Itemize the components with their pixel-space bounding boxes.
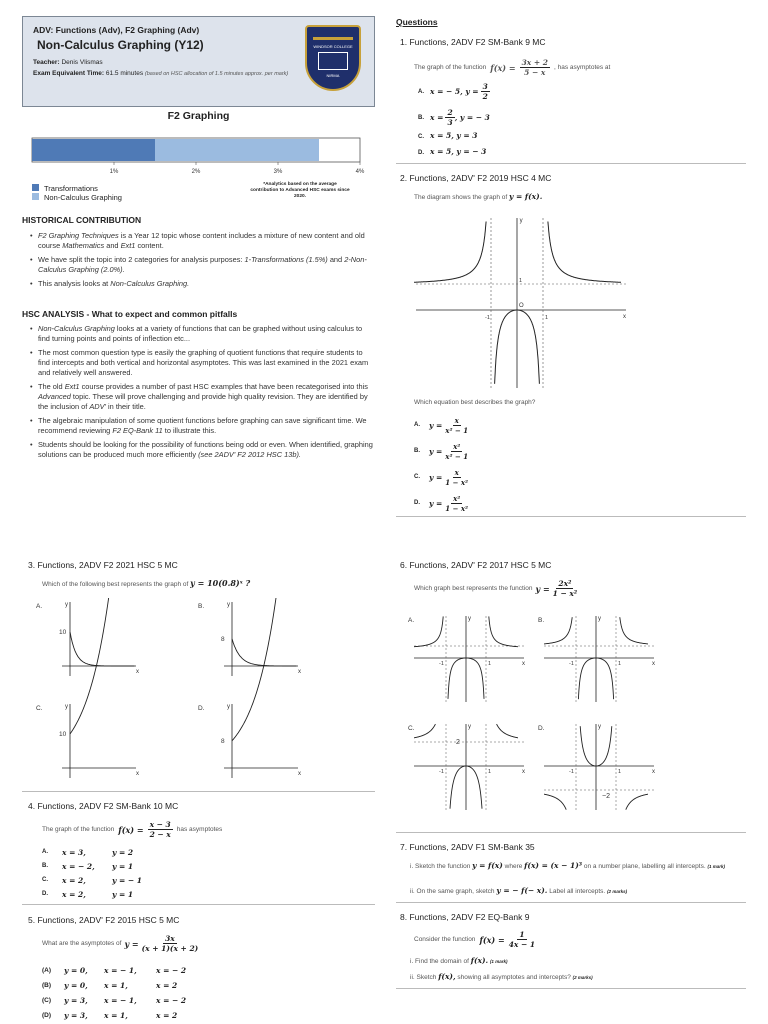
q8-part-ii: ii. Sketch f(x), showing all asymptotes and intercepts? (2 marks) xyxy=(410,972,593,981)
option-v1: y = 3, xyxy=(64,996,88,1005)
option-v3: x = 2 xyxy=(156,1011,178,1020)
axis-label-y: y xyxy=(227,602,230,608)
q1-title: 1. Functions, 2ADV F2 SM-Bank 9 MC xyxy=(400,37,546,47)
option-y: y = 2 xyxy=(112,847,134,857)
q7-part-i: i. Sketch the function y = f(x) where f(x) = (x − 1)³ on a number plane, labelling all intercepts. (1 mark) xyxy=(410,861,725,870)
worksheet-title: Non-Calculus Graphing (Y12) xyxy=(37,38,204,52)
q4-option-d[interactable] xyxy=(42,887,142,901)
option-v2: x = 1, xyxy=(104,1011,128,1020)
panel-label: C. xyxy=(36,705,43,712)
option-key: A. xyxy=(414,422,420,428)
option-fraction: $\frac{x}{\text{x² − 1}}$ xyxy=(445,415,469,435)
divider xyxy=(396,902,746,903)
tick-label: -1 xyxy=(569,769,574,775)
chart-svg xyxy=(22,122,375,217)
axis-label-x: x xyxy=(623,314,626,320)
list-item: • This analysis looks at Non-Calculus Graphing. xyxy=(28,279,373,289)
chart-note: *Analytics based on the average contribution to Advanced HSC exams since 2020. xyxy=(250,182,350,199)
option-lhs: y = xyxy=(429,472,443,482)
option-key: B. xyxy=(42,863,48,869)
chart-title: F2 Graphing xyxy=(167,110,230,122)
analysis-heading: HSC ANALYSIS - What to expect and common pitfalls xyxy=(22,309,238,319)
divider xyxy=(396,516,746,517)
curve-0 xyxy=(414,616,443,646)
q2-option-c[interactable] xyxy=(414,464,614,490)
axis-label-y: y xyxy=(519,218,523,224)
panel-label: D. xyxy=(198,705,205,712)
tick-label: -1 xyxy=(439,769,444,775)
tick-label: 1 xyxy=(545,315,549,321)
historical-heading: HISTORICAL CONTRIBUTION xyxy=(22,215,142,225)
curve-2 xyxy=(489,616,518,646)
option-v1: y = 0, xyxy=(64,981,88,990)
option-y: y = 1 xyxy=(112,861,134,871)
tick-label: 1 xyxy=(519,278,523,284)
q8-title: 8. Functions, 2ADV F2 EQ-Bank 9 xyxy=(400,912,530,922)
q4-option-b[interactable] xyxy=(42,859,142,873)
intercept-label: 10 xyxy=(59,731,67,738)
contribution-chart xyxy=(22,110,375,222)
q2-title: 2. Functions, 2ADV' F2 2019 HSC 4 MC xyxy=(400,173,552,183)
curve-2 xyxy=(626,794,648,810)
option-key: (B) xyxy=(42,982,52,989)
curve-2 xyxy=(548,222,621,283)
option-v3: x = − 2 xyxy=(156,996,187,1005)
q2-options xyxy=(414,412,614,516)
q1-stem: The graph of the function f(x) = $\frac{3x + 2}{5 - x}$ , has asymptotes at xyxy=(414,58,611,77)
q8-stem: Consider the function f(x) = $\frac{1}{4x - 1}$ xyxy=(414,930,536,949)
curve-0 xyxy=(544,794,566,810)
option-key: (A) xyxy=(42,967,52,974)
list-item: • The old Ext1 course provides a number of past HSC examples that have been recategorised into this Advanced topic. These will prove challenging and provide high quality revision. They are identified by the inclusion of ADV' in their title. xyxy=(28,382,375,412)
q4-options xyxy=(42,845,142,901)
curve-2 xyxy=(497,724,518,738)
option-x: x = 2, xyxy=(62,875,86,885)
option-lhs: y = xyxy=(429,498,443,508)
axis-label-x: x xyxy=(136,771,139,777)
q6-title: 6. Functions, 2ADV' F2 2017 HSC 5 MC xyxy=(400,560,552,570)
list-item: • F2 Graphing Techniques is a Year 12 topic whose content includes a mixture of new content and old course Mathematics and Ext1 content. xyxy=(28,231,373,251)
panel-label: A. xyxy=(36,603,43,610)
option-fraction: $\frac{x}{\text{1 − x²}}$ xyxy=(445,467,469,487)
divider xyxy=(396,163,746,164)
option-x: x = − 2, xyxy=(62,861,95,871)
curve xyxy=(232,639,296,666)
college-crest-logo: WINDSOR COLLEGE NIRMA xyxy=(305,25,361,91)
tick-label: -1 xyxy=(569,661,574,667)
option-y: y = − 1 xyxy=(112,875,142,885)
axis-label-x: x xyxy=(136,669,139,675)
axis-label-x: x xyxy=(652,769,655,775)
topic-line: ADV: Functions (Adv), F2 Graphing (Adv) xyxy=(33,25,200,35)
option-v2: x = − 1, xyxy=(104,996,137,1005)
q3-panel-d xyxy=(198,598,301,778)
option-key: (D) xyxy=(42,1012,52,1019)
tick-label: 3% xyxy=(273,169,283,175)
tick-label: 4% xyxy=(355,169,365,175)
intercept-label: 10 xyxy=(59,629,67,636)
tick-label: 1 xyxy=(618,769,622,775)
legend-transformations: Transformations xyxy=(32,184,122,193)
q1-option-b[interactable]: B. x = $\frac{2}{3}$ , y = − 3 xyxy=(418,108,490,127)
curve-0 xyxy=(414,222,486,283)
option-v1: y = 3, xyxy=(64,1011,88,1020)
panel-label: C. xyxy=(408,725,415,732)
option-v1: y = 0, xyxy=(64,966,88,975)
q3-panel-b xyxy=(198,602,301,676)
axis-label-x: x xyxy=(522,769,525,775)
axis-label-x: x xyxy=(652,661,655,667)
q6-panel-d xyxy=(538,724,655,810)
axis-label-y: y xyxy=(65,704,68,710)
value-label: 2 xyxy=(456,739,460,746)
q6-panel-c xyxy=(408,724,525,810)
panel-label: A. xyxy=(408,617,415,624)
option-key: A. xyxy=(42,849,48,855)
intercept-label: 8 xyxy=(221,635,225,643)
option-key: B. xyxy=(414,448,420,454)
option-x: x = 3, xyxy=(62,847,86,857)
q2-stem: The diagram shows the graph of y = f(x). xyxy=(414,192,543,201)
intercept-label: 8 xyxy=(221,737,225,745)
q5-option-a[interactable] xyxy=(42,963,186,978)
option-key: D. xyxy=(414,500,420,506)
tick-label: -1 xyxy=(485,315,490,321)
axis-label-y: y xyxy=(65,602,68,608)
q5-title: 5. Functions, 2ADV' F2 2015 HSC 5 MC xyxy=(28,915,180,925)
tick-label: 1% xyxy=(109,169,119,175)
option-fraction: $\frac{\text{x²}}{\text{x² − 1}}$ xyxy=(445,441,469,461)
q1-option-d[interactable]: D. x = 5, y = − 3 xyxy=(418,147,487,156)
q6-panel-a xyxy=(408,616,525,702)
option-key: C. xyxy=(414,474,420,480)
q3-graphs xyxy=(36,598,356,780)
q3-panel-a xyxy=(36,602,139,676)
option-v2: x = 1, xyxy=(104,981,128,990)
list-item: • We have split the topic into 2 categories for analysis purposes: 1-Transformations (1.5%) and 2-Non-Calculus Graphing (2.0%). xyxy=(28,255,373,275)
axis-label-y: y xyxy=(598,616,601,622)
option-key: C. xyxy=(42,877,48,883)
curve-2 xyxy=(620,617,648,644)
option-v3: x = − 2 xyxy=(156,966,187,975)
list-item: • Non-Calculus Graphing looks at a variety of functions that can be graphed without using calculus to find turning points and points of inflection etc... xyxy=(28,324,375,344)
option-v2: x = − 1, xyxy=(104,966,137,975)
axis-label-y: y xyxy=(468,616,471,622)
origin-label: O xyxy=(519,303,524,309)
curve-0 xyxy=(544,617,572,644)
value-label: −2 xyxy=(602,793,610,800)
panel-label: B. xyxy=(538,617,545,624)
q5-option-d[interactable] xyxy=(42,1008,186,1023)
divider xyxy=(396,988,746,989)
questions-heading: Questions xyxy=(396,17,438,27)
q2-ask: Which equation best describes the graph? xyxy=(414,399,536,406)
q1-option-a[interactable]: A. x = − 5, y = $\frac{3}{2}$ xyxy=(418,82,488,101)
option-y: y = 1 xyxy=(112,889,134,899)
panel-label: D. xyxy=(538,725,545,732)
q6-panel-b xyxy=(538,616,655,702)
axis-label-y: y xyxy=(598,724,601,730)
q8-part-i: i. Find the domain of f(x). (1 mark) xyxy=(410,956,508,965)
bar-1 xyxy=(155,139,319,161)
curve-0 xyxy=(414,724,435,738)
chart-legend xyxy=(32,184,122,202)
axis-label-y: y xyxy=(468,724,471,730)
option-lhs: y = xyxy=(429,446,443,456)
q2-option-d[interactable] xyxy=(414,490,614,516)
q3-panel-c xyxy=(36,598,139,778)
axis-label-y: y xyxy=(227,704,230,710)
divider xyxy=(22,791,375,792)
q2-graph xyxy=(414,212,630,390)
worksheet-header xyxy=(22,16,375,107)
q7-part-ii: ii. On the same graph, sketch y = − f(− x). Label all intercepts. (2 marks) xyxy=(410,886,628,895)
list-item: • The most common question type is easily the graphing of quotient functions that require students to find intercepts and both vertical and horizontal asymptotes. This was last examined in the 2021 exam and relatively well answered. xyxy=(28,348,375,378)
teacher-line: Teacher: Denis Vlismas xyxy=(33,59,103,66)
q5-option-c[interactable] xyxy=(42,993,186,1008)
option-fraction: $\frac{\text{x²}}{\text{1 − x²}}$ xyxy=(445,493,469,513)
option-x: x = 2, xyxy=(62,889,86,899)
q2-option-a[interactable] xyxy=(414,412,614,438)
q6-graphs xyxy=(408,612,668,812)
q5-options xyxy=(42,963,186,1023)
q4-title: 4. Functions, 2ADV F2 SM-Bank 10 MC xyxy=(28,801,179,811)
tick-label: -1 xyxy=(439,661,444,667)
historical-list xyxy=(28,231,373,293)
panel-label: B. xyxy=(198,603,205,610)
tick-label: 1 xyxy=(488,769,492,775)
q5-option-b[interactable] xyxy=(42,978,186,993)
q6-stem: Which graph best represents the function y = $\frac{\text{2x²}}{\text{1 − x²}}$ xyxy=(414,579,578,598)
tick-label: 2% xyxy=(191,169,201,175)
q4-stem: The graph of the function f(x) = $\frac{x - 3}{2 - x}$ has asymptotes xyxy=(42,820,223,839)
q2-option-b[interactable] xyxy=(414,438,614,464)
tick-label: 1 xyxy=(618,661,622,667)
q3-stem: Which of the following best represents the graph of y = 10(0.8)ˣ ? xyxy=(42,578,251,588)
option-key: (C) xyxy=(42,997,52,1004)
exam-time-line: Exam Equivalent Time: 61.5 minutes (based on HSC allocation of 1.5 minutes approx. per mark) xyxy=(33,70,289,77)
axis-label-x: x xyxy=(298,771,301,777)
analysis-list xyxy=(28,324,375,464)
tick-label: 1 xyxy=(488,661,492,667)
list-item: • The algebraic manipulation of some quotient functions before graphing can save significant time. We recommend reviewing F2 EQ-Bank 11 to illustrate this. xyxy=(28,416,375,436)
q7-title: 7. Functions, 2ADV F1 SM-Bank 35 xyxy=(400,842,535,852)
option-lhs: y = xyxy=(429,420,443,430)
axis-label-x: x xyxy=(522,661,525,667)
q3-title: 3. Functions, 2ADV F2 2021 HSC 5 MC xyxy=(28,560,178,570)
legend-non-calculus: Non-Calculus Graphing xyxy=(32,193,122,202)
curve xyxy=(232,598,287,741)
q5-stem: What are the asymptotes of y = $\frac{3x}{(x + 1)(x + 2)}$ xyxy=(42,934,199,953)
list-item: • Students should be looking for the possibility of functions being odd or even. When identified, graphing solutions can be produced much more efficiently (see 2ADV' F2 2012 HSC 13b). xyxy=(28,440,375,460)
divider xyxy=(396,832,746,833)
bar-0 xyxy=(32,139,155,161)
axis-label-x: x xyxy=(298,669,301,675)
divider xyxy=(22,904,375,905)
q1-option-c[interactable]: C. x = 5, y = 3 xyxy=(418,131,478,140)
option-v3: x = 2 xyxy=(156,981,178,990)
q4-option-c[interactable] xyxy=(42,873,142,887)
option-key: D. xyxy=(42,891,48,897)
q4-option-a[interactable] xyxy=(42,845,142,859)
